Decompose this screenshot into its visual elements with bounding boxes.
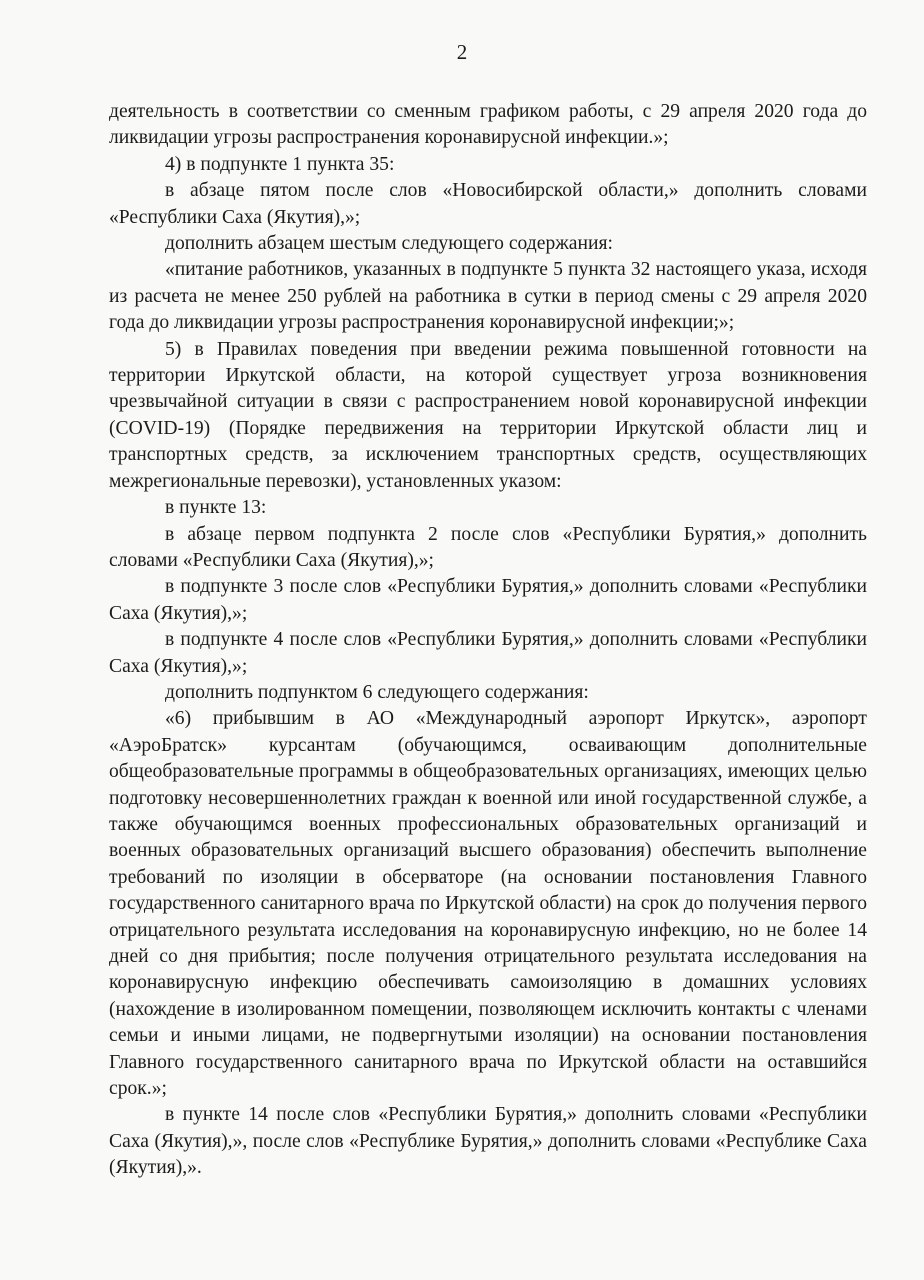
paragraph: дополнить абзацем шестым следующего содержания: [165,233,613,255]
paragraph: дополнить подпунктом 6 следующего содержания: [165,681,589,703]
page-number: 2 [456,40,468,64]
paragraph: 4) в подпункте 1 пункта 35: [165,153,395,175]
paragraph: в пункте 13: [165,497,267,519]
paragraph: «питание работников, указанных в подпункте 5 пункта 32 настоящего указа, исходя из расчета не менее 250 рублей на работника в сутки в период смены с 29 апреля 2020 года до ликвидации угрозы распространения коронавирусной инфекции;»; [109,259,867,334]
paragraph: в подпункте 4 после слов «Республики Бурятия,» дополнить словами «Республики Саха (Якутия),»; [109,629,867,677]
paragraph: в подпункте 3 после слов «Республики Бурятия,» дополнить словами «Республики Саха (Якутия),»; [109,576,867,624]
document-body [109,99,867,1182]
paragraph: в пункте 14 после слов «Республики Бурятия,» дополнить словами «Республики Саха (Якутия),», после слов «Республике Бурятия,» дополнить словами «Республике Саха (Якутия),». [109,1104,867,1179]
paragraph: деятельность в соответствии со сменным графиком работы, с 29 апреля 2020 года до ликвидации угрозы распространения коронавирусной инфекции.»; [109,101,867,149]
paragraph: 5) в Правилах поведения при введении режима повышенной готовности на территории Иркутской области, на которой существует угроза возникновения чрезвычайной ситуации в связи с распространением новой коронавирусной инфекции (COVID-19) (Порядке передвижения на территории Иркутской области лиц и транспортных средств, за исключением транспортных средств, осуществляющих межрегиональные перевозки), установленных указом: [109,338,867,492]
paragraph: в абзаце пятом после слов «Новосибирской области,» дополнить словами «Республики Саха (Якутия),»; [109,180,867,228]
paragraph: «6) прибывшим в АО «Международный аэропорт Иркутск», аэропорт «АэроБратск» курсантам (обучающимся, осваивающим дополнительные общеобразовательные программы в общеобразовательных организациях, имеющих целью подготовку несовершеннолетних граждан к военной или иной государственной службе, а также обучающимся военных профессиональных образовательных организаций и военных образовательных организаций высшего образования) обеспечить выполнение требований по изоляции в обсерваторе (на основании постановления Главного государственного санитарного врача по Иркутской области) на срок до получения первого отрицательного результата исследования на коронавирусную инфекцию, но не более 14 дней со дня прибытия; после получения отрицательного результата исследования на коронавирусную инфекцию обеспечивать самоизоляцию в домашних условиях (нахождение в изолированном помещении, позволяющем исключить контакты с членами семьи и иными лицами, не подвергнутыми изоляции) на основании постановления Главного государственного санитарного врача по Иркутской области на оставшийся срок.»; [109,708,867,1100]
paragraph: в абзаце первом подпункта 2 после слов «Республики Бурятия,» дополнить словами «Республики Саха (Якутия),»; [109,523,867,571]
